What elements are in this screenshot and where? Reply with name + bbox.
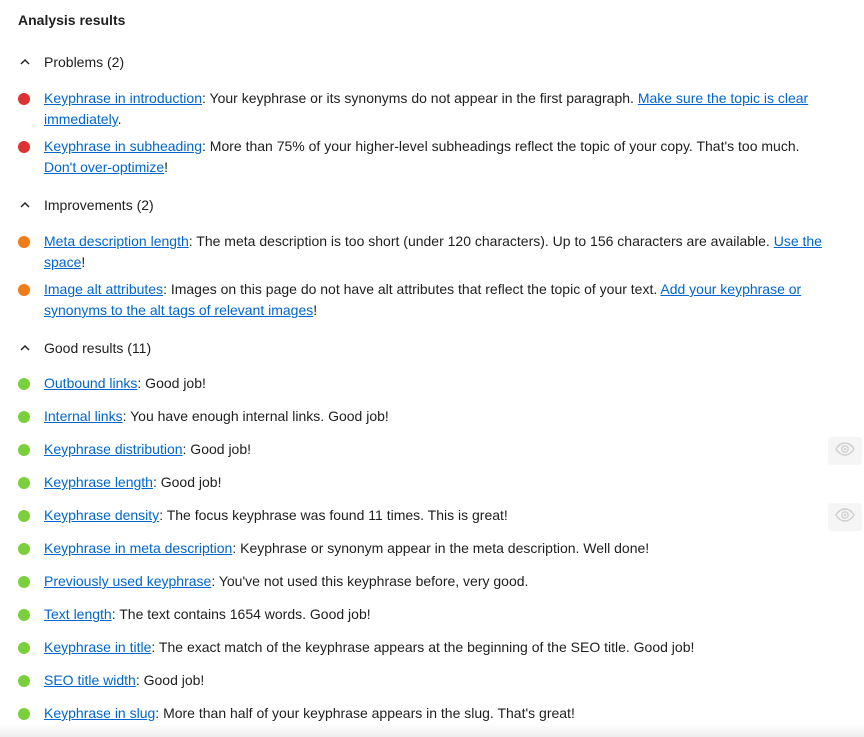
- result-link-keyphrase-distribution[interactable]: Keyphrase distribution: [44, 441, 183, 457]
- good-bullet-icon: [18, 510, 30, 522]
- result-link-keyphrase-in-title[interactable]: Keyphrase in title: [44, 639, 152, 655]
- result-link-keyphrase-in-subheading[interactable]: Keyphrase in subheading: [44, 138, 203, 154]
- result-item: Keyphrase in title: The exact match of the keyphrase appears at the beginning of the SEO title. Good job!: [18, 637, 830, 658]
- improvement-bullet-icon: [18, 284, 30, 296]
- good-bullet-icon: [18, 708, 30, 720]
- mark-keyphrase-distribution-button[interactable]: [828, 437, 862, 465]
- good-bullet-icon: [18, 642, 30, 654]
- result-help-link[interactable]: Don't over-optimize: [44, 159, 165, 175]
- result-link-text-length[interactable]: Text length: [44, 606, 112, 622]
- result-link-image-alt-attributes[interactable]: Image alt attributes: [44, 281, 164, 297]
- result-item: Keyphrase in slug: More than half of your keyphrase appears in the slug. That's great!: [18, 703, 830, 724]
- result-item: SEO title width: Good job!: [18, 670, 830, 691]
- problem-bullet-icon: [18, 93, 30, 105]
- result-item: Keyphrase in introduction: Your keyphrase or its synonyms do not appear in the first paragraph. Make sure the topic is clear immediately.: [18, 88, 830, 130]
- result-item: Keyphrase in subheading: More than 75% of your higher-level subheadings reflect the topic of your copy. That's too much. Don't over-optimize!: [18, 136, 830, 178]
- good-bullet-icon: [18, 444, 30, 456]
- result-item: Keyphrase in meta description: Keyphrase or synonym appear in the meta description. Well done!: [18, 538, 830, 559]
- result-link-internal-links[interactable]: Internal links: [44, 408, 123, 424]
- eye-icon: [835, 508, 855, 527]
- good-bullet-icon: [18, 609, 30, 621]
- chevron-up-icon: [18, 55, 32, 69]
- good-bullet-icon: [18, 378, 30, 390]
- good-bullet-icon: [18, 411, 30, 423]
- result-link-keyphrase-in-introduction[interactable]: Keyphrase in introduction: [44, 90, 202, 106]
- chevron-up-icon: [18, 341, 32, 355]
- result-item: Keyphrase distribution: Good job!: [18, 439, 830, 460]
- good-bullet-icon: [18, 576, 30, 588]
- section-toggle-problems[interactable]: [18, 52, 124, 72]
- section-toggle-improvements[interactable]: [18, 195, 154, 215]
- result-help-link[interactable]: Add your keyphrase or synonyms to the alt tags of relevant images: [44, 281, 802, 318]
- result-link-keyphrase-in-meta-description[interactable]: Keyphrase in meta description: [44, 540, 233, 556]
- result-link-outbound-links[interactable]: Outbound links: [44, 375, 138, 391]
- result-item: Keyphrase length: Good job!: [18, 472, 830, 493]
- chevron-up-icon: [18, 198, 32, 212]
- result-item: Keyphrase density: The focus keyphrase was found 11 times. This is great!: [18, 505, 830, 526]
- result-help-link[interactable]: Make sure the topic is clear immediately: [44, 90, 809, 127]
- improvement-bullet-icon: [18, 236, 30, 248]
- analysis-results-title: Analysis results: [18, 12, 126, 28]
- section-label-improvements: Improvements (2): [44, 197, 154, 213]
- result-item: Previously used keyphrase: You've not used this keyphrase before, very good.: [18, 571, 830, 592]
- result-link-keyphrase-length[interactable]: Keyphrase length: [44, 474, 153, 490]
- section-label-problems: Problems (2): [44, 54, 125, 70]
- section-label-good-results: Good results (11): [44, 340, 152, 356]
- result-item: Text length: The text contains 1654 words. Good job!: [18, 604, 830, 625]
- result-link-keyphrase-density[interactable]: Keyphrase density: [44, 507, 160, 523]
- good-bullet-icon: [18, 675, 30, 687]
- result-link-seo-title-width[interactable]: SEO title width: [44, 672, 136, 688]
- good-bullet-icon: [18, 477, 30, 489]
- good-bullet-icon: [18, 543, 30, 555]
- section-toggle-good-results[interactable]: [18, 338, 151, 358]
- result-item: Image alt attributes: Images on this page do not have alt attributes that reflect the topic of your text. Add your keyphrase or synonyms to the alt tags of relevant images!: [18, 279, 830, 321]
- result-item: Meta description length: The meta description is too short (under 120 characters). Up to 156 characters are available. Use the space!: [18, 231, 830, 273]
- mark-keyphrase-density-button[interactable]: [828, 503, 862, 531]
- bottom-scroll-fade: [0, 723, 864, 737]
- result-link-keyphrase-in-slug[interactable]: Keyphrase in slug: [44, 705, 156, 721]
- result-item: Outbound links: Good job!: [18, 373, 830, 394]
- result-item: Internal links: You have enough internal links. Good job!: [18, 406, 830, 427]
- result-help-link[interactable]: Use the space: [44, 233, 822, 270]
- problem-bullet-icon: [18, 141, 30, 153]
- eye-icon: [835, 442, 855, 461]
- result-link-previously-used-keyphrase[interactable]: Previously used keyphrase: [44, 573, 212, 589]
- result-link-meta-description-length[interactable]: Meta description length: [44, 233, 189, 249]
